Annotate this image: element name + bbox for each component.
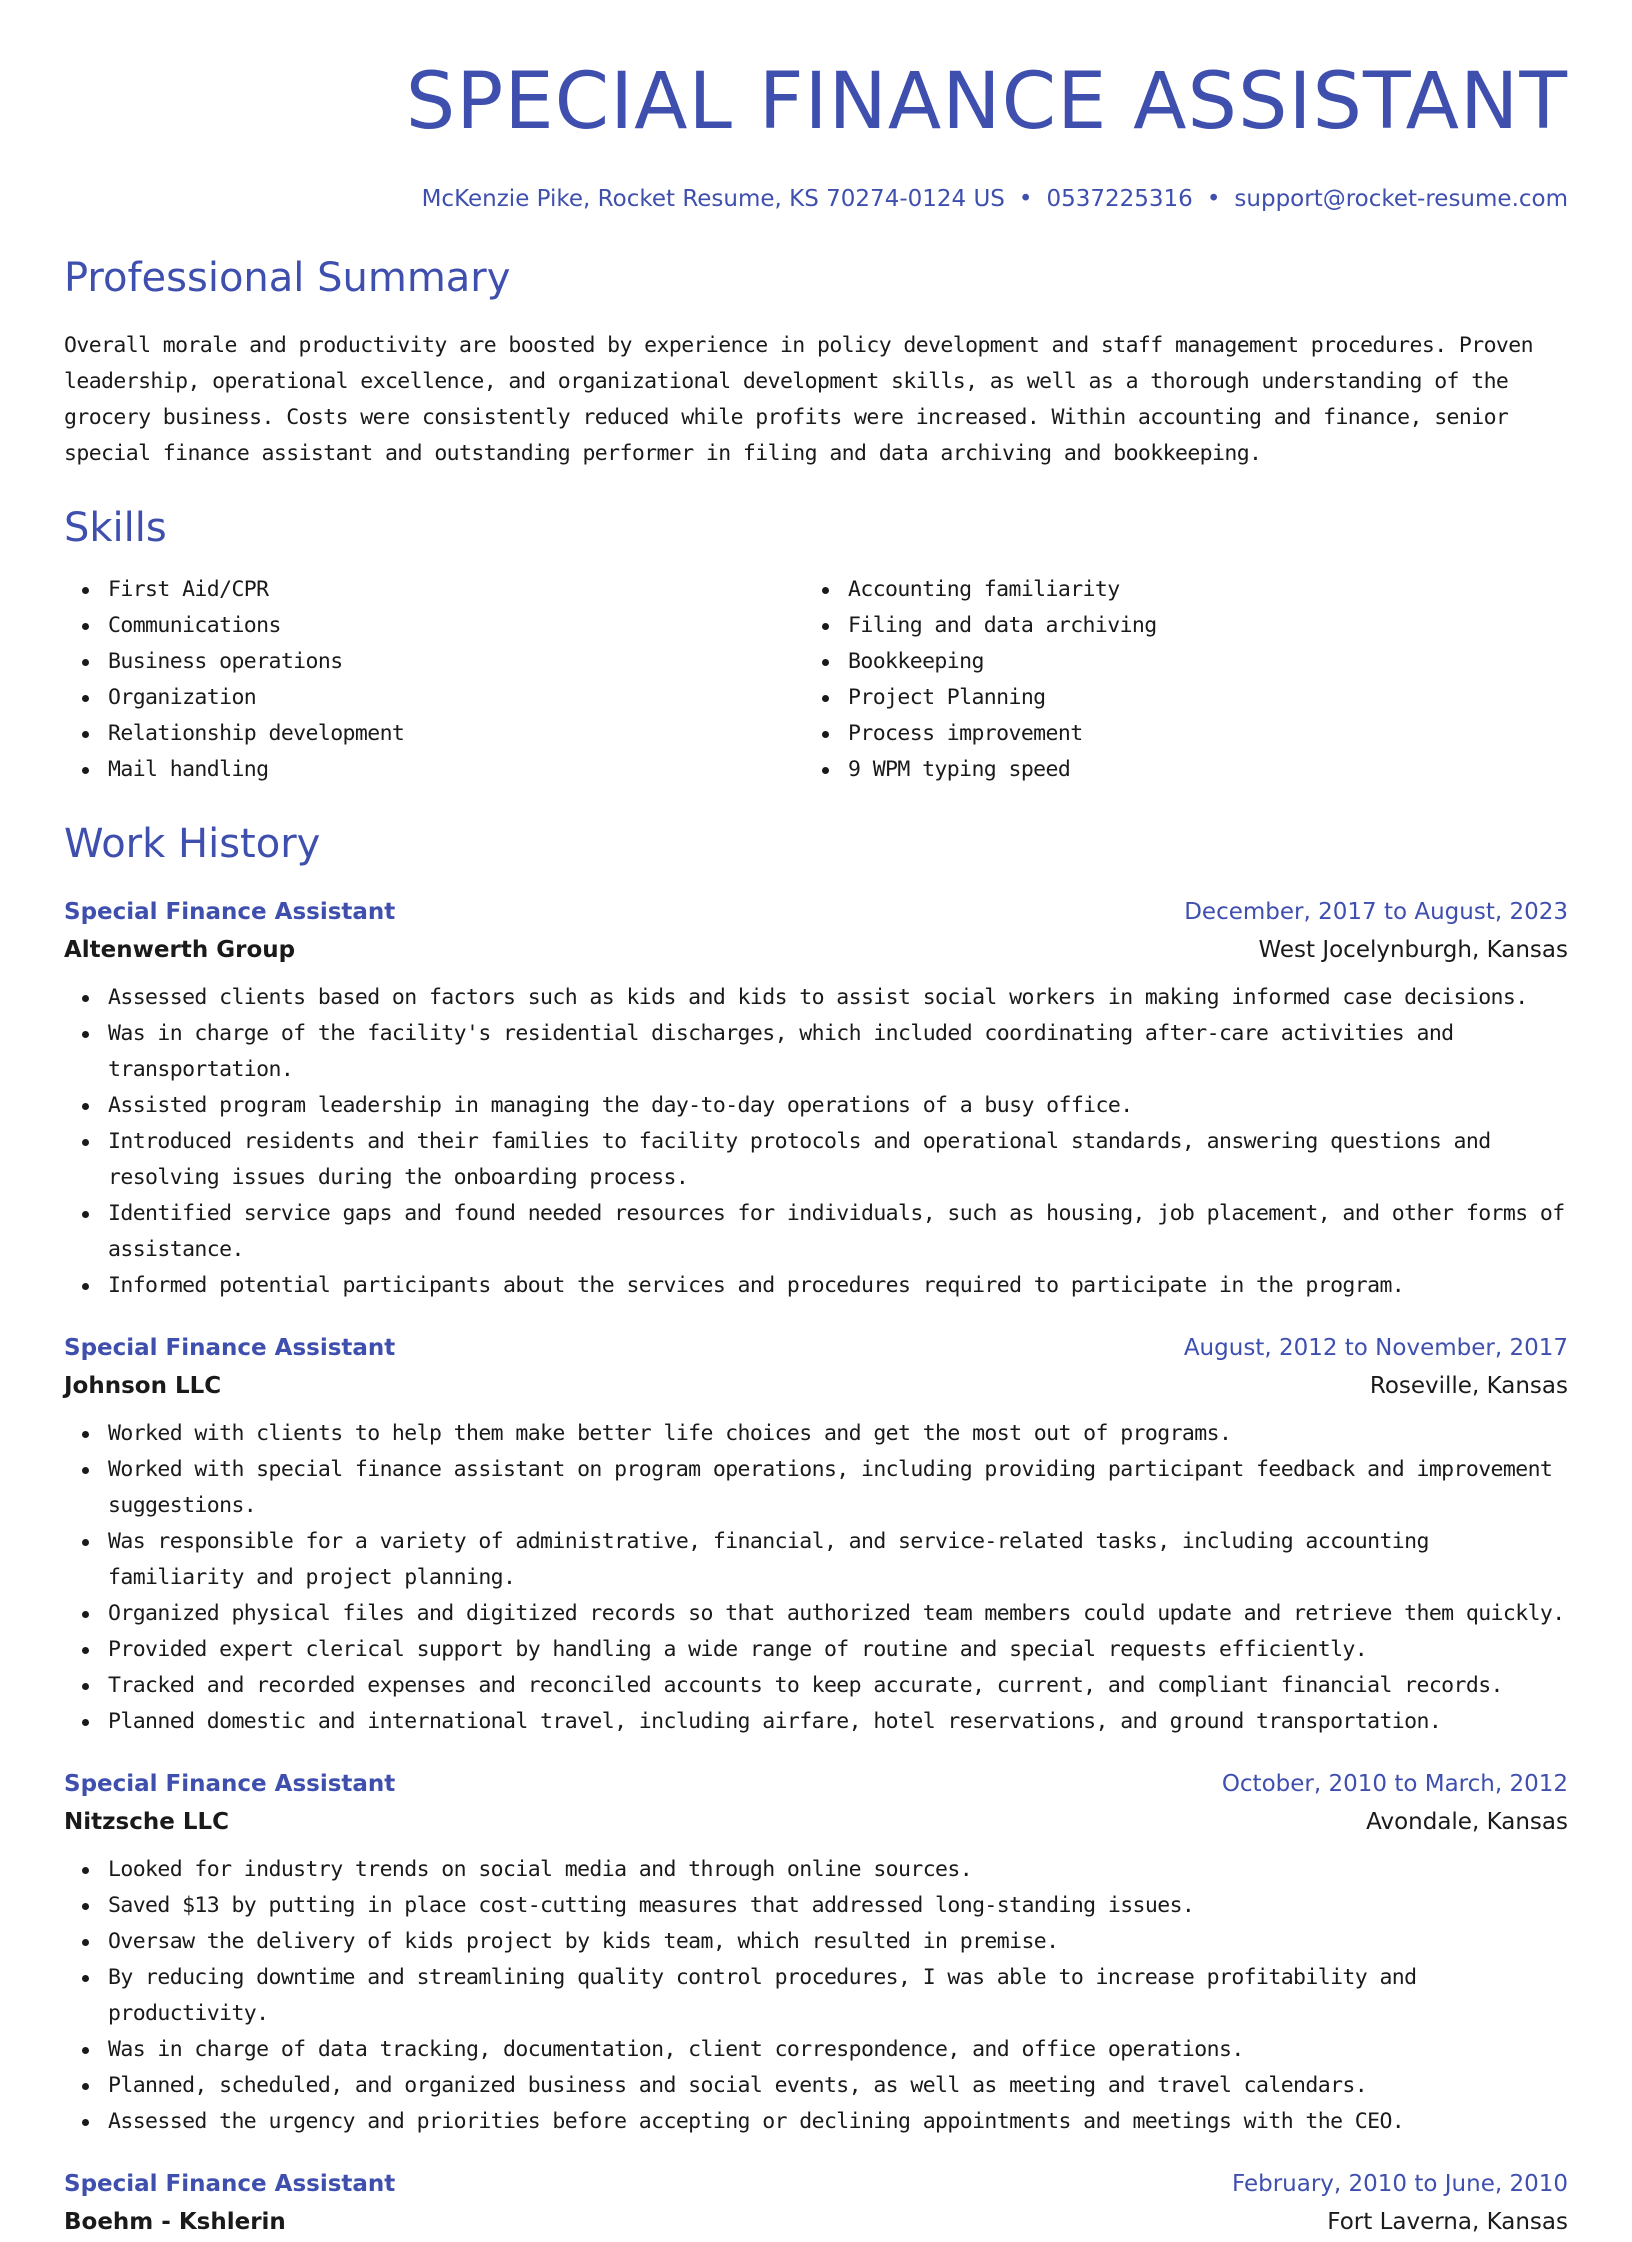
job-bullet: Was in charge of the facility's residential discharges, which included coordinating after-care activities and transportation. [108, 1016, 1568, 1088]
skill-item: Filing and data archiving [848, 608, 1544, 644]
job-location: Avondale, Kansas [1366, 1809, 1568, 1835]
job-location: Roseville, Kansas [1369, 1373, 1568, 1399]
job-bullet: Identified service gaps and found needed resources for individuals, such as housing, job placement, and other forms of assistance. [108, 1196, 1568, 1268]
job-bullet: Assisted program leadership in managing the day-to-day operations of a busy office. [108, 1088, 1568, 1124]
job-title: Special Finance Assistant [64, 899, 396, 925]
skill-item: Accounting familiarity [848, 572, 1544, 608]
skill-item: Bookkeeping [848, 644, 1544, 680]
job-bullet: Planned, scheduled, and organized business and social events, as well as meeting and travel calendars. [108, 2068, 1568, 2104]
job-bullet: Planned domestic and international travel, including airfare, hotel reservations, and ground transportation. [108, 1704, 1568, 1740]
resume-name: SPECIAL FINANCE ASSISTANT [405, 57, 1568, 147]
job-entry [64, 894, 1568, 1304]
skill-item: Business operations [108, 644, 804, 680]
skill-item: Communications [108, 608, 804, 644]
contact-separator: • [1018, 186, 1033, 212]
job-company: Johnson LLC [64, 1373, 222, 1399]
skill-item: First Aid/CPR [108, 572, 804, 608]
contact-email: support@rocket-resume.com [1234, 186, 1568, 212]
job-bullets [64, 1852, 1568, 2140]
skills-column-right [804, 572, 1544, 788]
job-bullet: Saved $13 by putting in place cost-cutting measures that addressed long-standing issues. [108, 1888, 1568, 1924]
skill-item: Organization [108, 680, 804, 716]
job-title: Special Finance Assistant [64, 2171, 396, 2197]
job-bullet: Provided expert clerical support by handling a wide range of routine and special requests efficiently. [108, 1632, 1568, 1668]
job-bullet: Organized physical files and digitized records so that authorized team members could update and retrieve them quickly. [108, 1596, 1568, 1632]
job-location: Fort Laverna, Kansas [1327, 2209, 1568, 2235]
skill-item: Project Planning [848, 680, 1544, 716]
job-bullet: Informed potential participants about the services and procedures required to participate in the program. [108, 1268, 1568, 1304]
job-dates: October, 2010 to March, 2012 [1221, 1771, 1568, 1797]
skills-list [64, 572, 1568, 788]
skill-item: 9 WPM typing speed [848, 752, 1544, 788]
job-company: Altenwerth Group [64, 937, 296, 963]
job-title: Special Finance Assistant [64, 1335, 396, 1361]
summary-text: Overall morale and productivity are boosted by experience in policy development and staff management procedures. Proven leadership, operational excellence, and organizational development skills, as well as a thorough understanding of the grocery business. Costs were consistently reduced while profits were increased. Within accounting and finance, senior special finance assistant and outstanding performer in filing and data archiving and bookkeeping. [64, 333, 1533, 466]
job-dates: December, 2017 to August, 2023 [1184, 899, 1568, 925]
job-company: Boehm - Kshlerin [64, 2209, 286, 2235]
job-company: Nitzsche LLC [64, 1809, 230, 1835]
job-bullet: Worked with special finance assistant on program operations, including providing participant feedback and improvement suggestions. [108, 1452, 1568, 1524]
skills-heading: Skills [64, 505, 167, 551]
job-bullet: Assessed the urgency and priorities before accepting or declining appointments and meetings with the CEO. [108, 2104, 1568, 2140]
skill-item: Mail handling [108, 752, 804, 788]
contact-separator: • [1206, 186, 1221, 212]
contact-line [64, 184, 1568, 214]
contact-phone: 0537225316 [1046, 186, 1193, 212]
job-bullets [64, 1416, 1568, 1740]
contact-address: McKenzie Pike, Rocket Resume, KS 70274-0124 US [421, 186, 1005, 212]
job-location: West Jocelynburgh, Kansas [1258, 937, 1568, 963]
job-bullet: Was responsible for a variety of administrative, financial, and service-related tasks, including accounting familiarity and project planning. [108, 1524, 1568, 1596]
job-dates: February, 2010 to June, 2010 [1231, 2171, 1568, 2197]
job-bullet: Oversaw the delivery of kids project by kids team, which resulted in premise. [108, 1924, 1568, 1960]
job-bullet: Worked with clients to help them make better life choices and get the most out of programs. [108, 1416, 1568, 1452]
job-bullet: Looked for industry trends on social media and through online sources. [108, 1852, 1568, 1888]
summary-heading: Professional Summary [64, 255, 511, 301]
skills-column-left [64, 572, 804, 788]
job-entry [64, 2166, 1568, 2242]
job-entry [64, 1330, 1568, 1740]
job-bullet: Tracked and recorded expenses and reconciled accounts to keep accurate, current, and compliant financial records. [108, 1668, 1568, 1704]
job-bullet: Was in charge of data tracking, documentation, client correspondence, and office operations. [108, 2032, 1568, 2068]
job-bullet: Assessed clients based on factors such as kids and kids to assist social workers in making informed case decisions. [108, 980, 1568, 1016]
job-bullet: Introduced residents and their families to facility protocols and operational standards, answering questions and resolving issues during the onboarding process. [108, 1124, 1568, 1196]
skill-item: Relationship development [108, 716, 804, 752]
job-bullets [64, 980, 1568, 1304]
job-dates: August, 2012 to November, 2017 [1183, 1335, 1568, 1361]
job-bullet: By reducing downtime and streamlining quality control procedures, I was able to increase profitability and productivity. [108, 1960, 1568, 2032]
skill-item: Process improvement [848, 716, 1544, 752]
work-history-heading: Work History [64, 821, 321, 867]
job-title: Special Finance Assistant [64, 1771, 396, 1797]
job-entry [64, 1766, 1568, 2140]
